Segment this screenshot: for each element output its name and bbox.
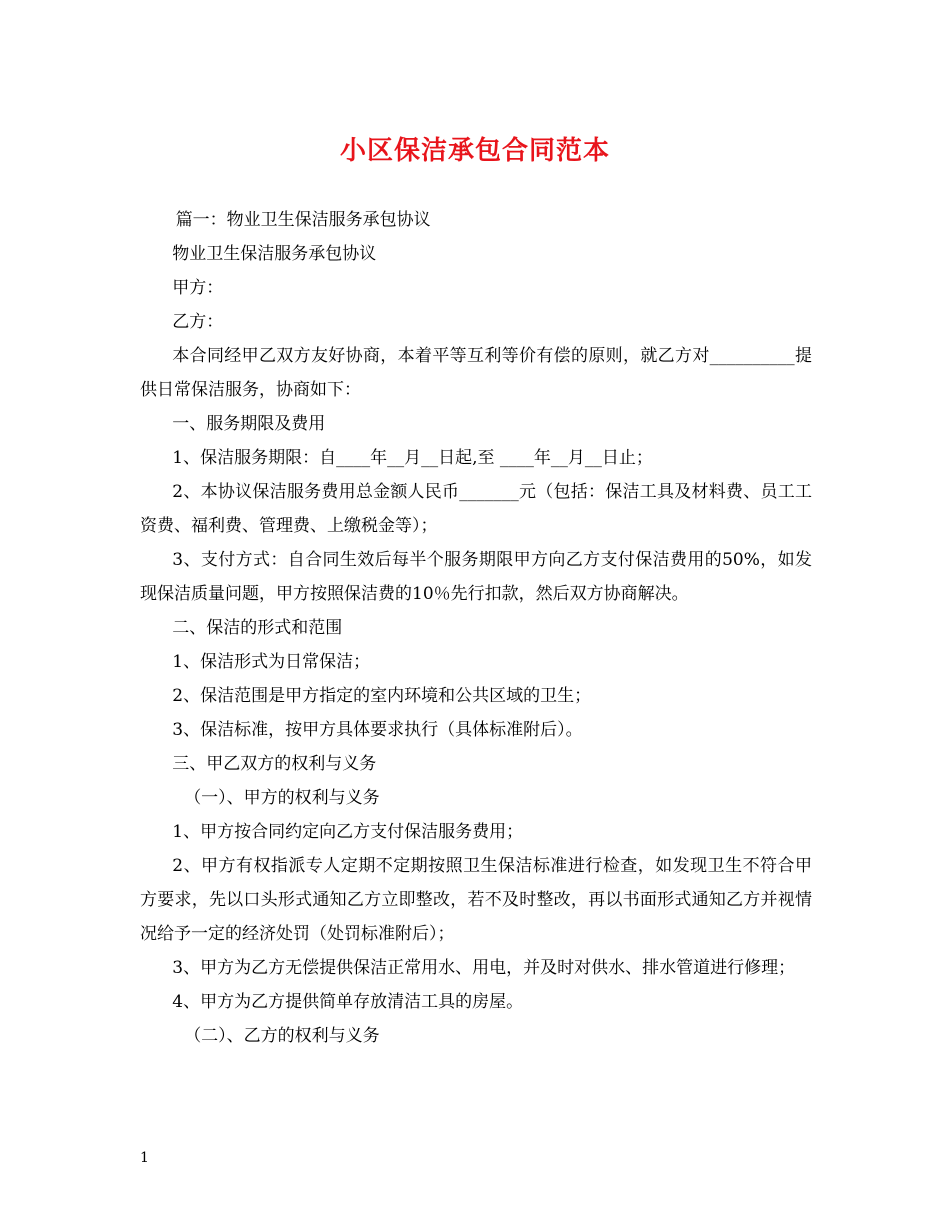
paragraph-heading-rights-obligations: 三、甲乙双方的权利与义务 <box>172 754 377 774</box>
paragraph-section-heading: 篇一：物业卫生保洁服务承包协议 <box>175 210 431 230</box>
paragraph-party-a-storage: 4、甲方为乙方提供简单存放清洁工具的房屋。 <box>172 992 524 1012</box>
paragraph-cleaning-scope: 2、保洁范围是甲方指定的室内环境和公共区域的卫生； <box>172 686 592 706</box>
page-number: 1 <box>140 1150 149 1166</box>
paragraph-cleaning-form: 1、保洁形式为日常保洁； <box>172 652 371 672</box>
paragraph-subheading-party-a: （一）、甲方的权利与义务 <box>184 788 380 808</box>
paragraph-service-fee: 2、本协议保洁服务费用总金额人民币_______元（包括：保洁工具及材料费、员工工资费、福利费、管理费、上缴税金等）； <box>140 482 812 536</box>
document-title: 小区保洁承包合同范本 <box>339 136 610 166</box>
paragraph-party-a-inspection: 2、甲方有权指派专人定期不定期按照卫生保洁标准进行检查，如发现卫生不符合甲方要求，先以口头形式通知乙方立即整改，若不及时整改，再以书面形式通知乙方并视情况给予一定的经济处罚（处罚标准附后）； <box>140 856 812 944</box>
paragraph-payment-method: 3、支付方式：自合同生效后每半个服务期限甲方向乙方支付保洁费用的50%，如发现保洁质量问题，甲方按照保洁费的10％先行扣款，然后双方协商解决。 <box>140 550 812 604</box>
paragraph-cleaning-standard: 3、保洁标准，按甲方具体要求执行（具体标准附后）。 <box>172 720 583 740</box>
paragraph-heading-form-scope: 二、保洁的形式和范围 <box>172 618 343 638</box>
paragraph-party-a-utilities: 3、甲方为乙方无偿提供保洁正常用水、用电，并及时对供水、排水管道进行修理； <box>172 958 796 978</box>
paragraph-service-term: 1、保洁服务期限：自____年__月__日起,至 ____年__月__日止； <box>172 448 653 468</box>
paragraph-party-a: 甲方： <box>172 278 224 298</box>
document-body <box>140 203 812 1053</box>
paragraph-agreement-name: 物业卫生保洁服务承包协议 <box>172 244 377 264</box>
paragraph-heading-term-fee: 一、服务期限及费用 <box>172 414 326 434</box>
paragraph-subheading-party-b: （二）、乙方的权利与义务 <box>184 1026 380 1046</box>
paragraph-party-b: 乙方： <box>172 312 224 332</box>
paragraph-party-a-payment: 1、甲方按合同约定向乙方支付保洁服务费用； <box>172 822 524 842</box>
paragraph-preamble: 本合同经甲乙双方友好协商，本着平等互利等价有偿的原则，就乙方对__________提供日常保洁服务，协商如下： <box>140 346 812 400</box>
